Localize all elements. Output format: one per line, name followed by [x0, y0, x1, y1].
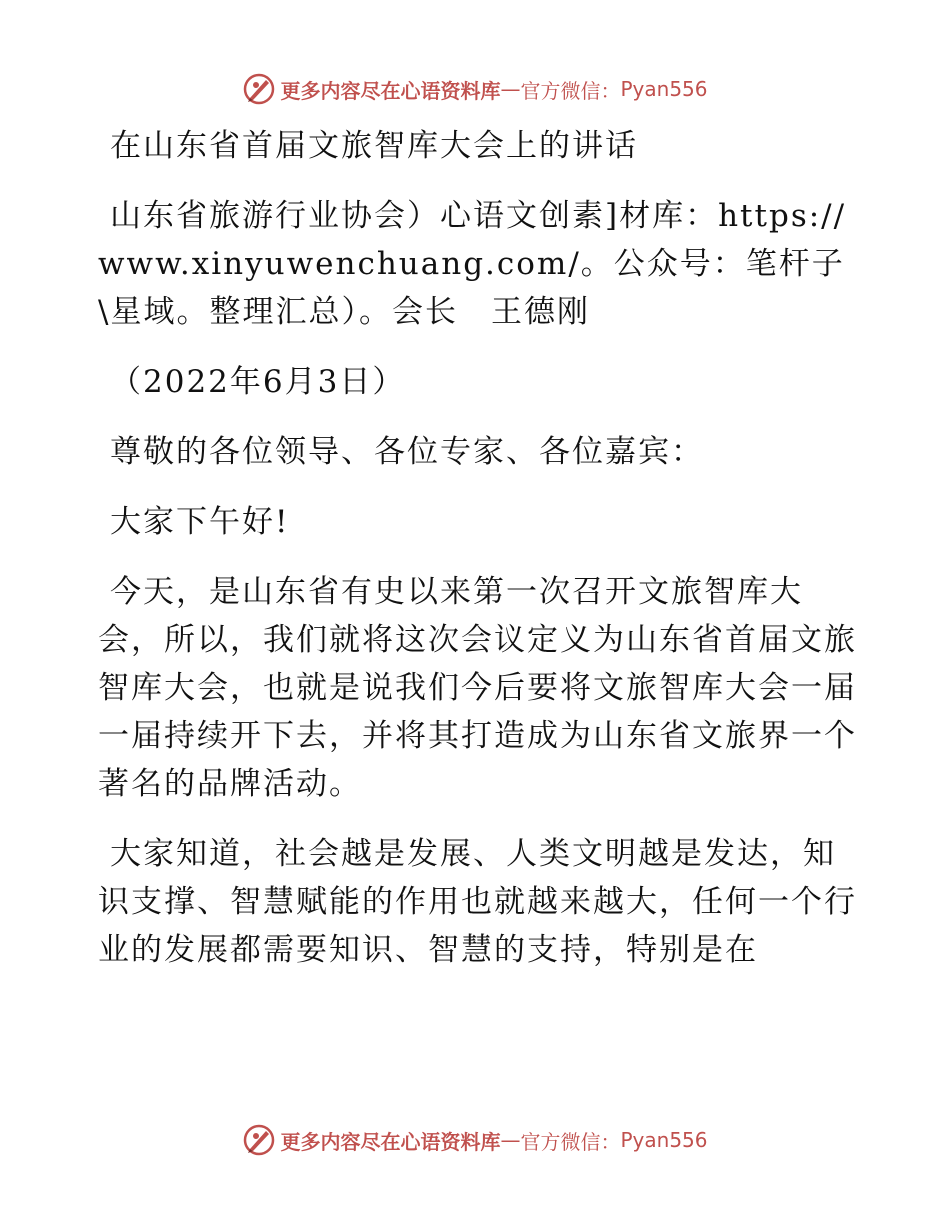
- banner-wechat-label: 官方微信：: [520, 1129, 621, 1154]
- banner-wechat-id: Pyan556: [620, 77, 708, 101]
- quill-pen-icon: [242, 72, 276, 106]
- quill-pen-icon: [242, 1123, 276, 1157]
- header-banner: [0, 69, 950, 109]
- body-paragraph: 今天，是山东省有史以来第一次召开文旅智库大会，所以，我们就将这次会议定义为山东省首届文旅智库大会，也就是说我们今后要将文旅智库大会一届一届持续开下去，并将其打造成为山东省文旅界一个著名的品牌活动。: [98, 574, 857, 802]
- greeting: 大家下午好!: [110, 504, 290, 540]
- banner-main-text: 更多内容尽在心语资料库: [280, 1129, 501, 1154]
- banner-separator: —: [500, 1128, 521, 1152]
- banner-main-text: 更多内容尽在心语资料库: [280, 78, 501, 103]
- document-title: 在山东省首届文旅智库大会上的讲话: [110, 128, 638, 164]
- date-line: （2022年6月3日）: [110, 364, 406, 400]
- footer-banner: [0, 1120, 950, 1160]
- body-paragraph: 大家知道，社会越是发展、人类文明越是发达，知识支撑、智慧赋能的作用也就越来越大，任何一个行业的发展都需要知识、智慧的支持，特别是在: [98, 836, 857, 968]
- banner-separator: —: [500, 77, 521, 101]
- author-line: 山东省旅游行业协会）心语文创素]材库：https://www.xinyuwenchuang.com/。公众号：笔杆子\星域。整理汇总）。会长 王德刚: [98, 198, 847, 330]
- banner-wechat-id: Pyan556: [620, 1128, 708, 1152]
- document-body: [98, 122, 858, 996]
- banner-wechat-label: 官方微信：: [520, 78, 621, 103]
- salutation: 尊敬的各位领导、各位专家、各位嘉宾：: [110, 434, 704, 470]
